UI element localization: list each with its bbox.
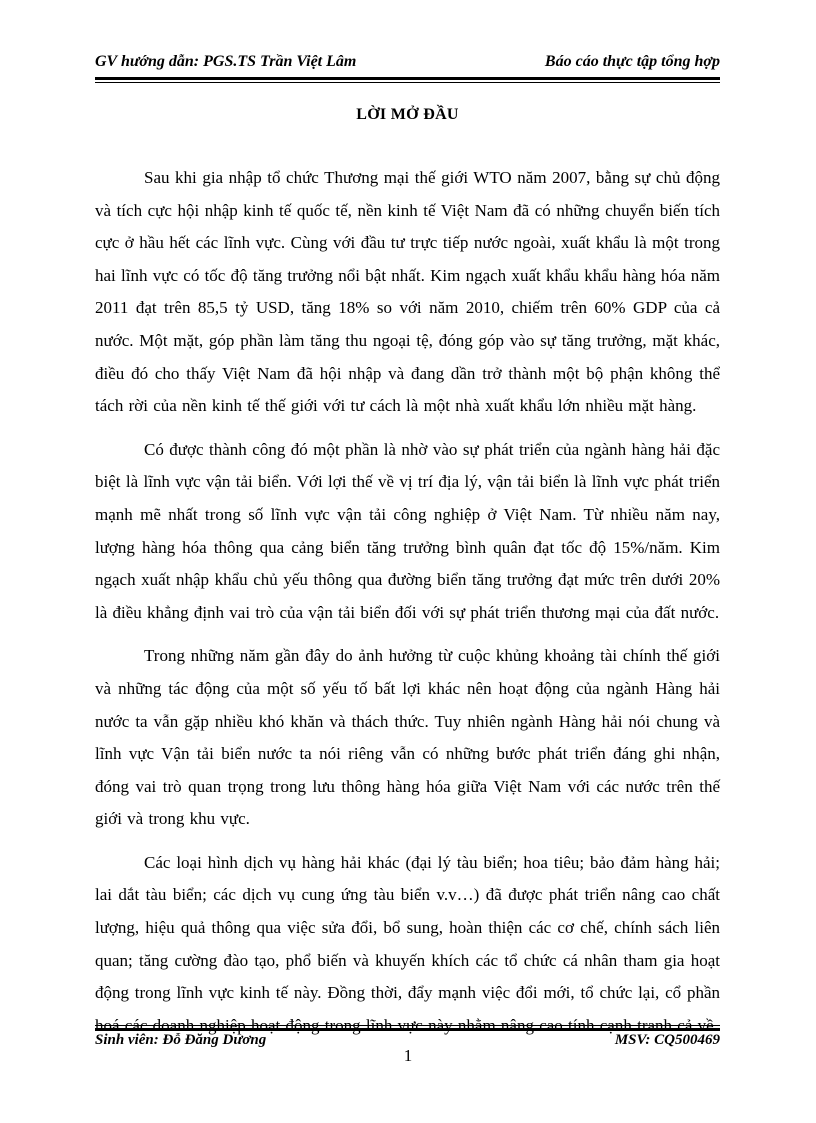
page-title: LỜI MỞ ĐẦU [356, 106, 459, 123]
footer-student-id: MSV: CQ500469 [614, 1032, 720, 1048]
paragraph: Có được thành công đó một phần là nhờ vào sự phát triển của ngành hàng hải đặc biệt là lĩnh vực vận tải biển. Với lợi thế về vị trí địa lý, vận tải biển là lĩnh vực phát triển mạnh mẽ nhất trong số lĩnh vực vận tải công nghiệp ở Việt Nam. Từ nhiều năm nay, lượng hàng hóa thông qua cảng biển tăng trưởng bình quân đạt tốc độ 15%/năm. Kim ngạch xuất nhập khẩu chủ yếu thông qua đường biển tăng trưởng đạt mức trên dưới 20% là điều khẳng định vai trò của vận tải biển đối với sự phát triển thương mại của đất nước. [95, 439, 720, 622]
header-rule-thin [95, 82, 720, 83]
footer-rule-thin [95, 1025, 720, 1026]
header-report-type: Báo cáo thực tập tổng hợp [544, 53, 720, 70]
paragraph: Các loại hình dịch vụ hàng hải khác (đại lý tàu biển; hoa tiêu; bảo đảm hàng hải; lai dắt tàu biển; các dịch vụ cung ứng tàu biển v.v…) đã được phát triển nâng cao chất lượng, hiệu quả thông qua việc sửa đổi, bổ sung, hoàn thiện các cơ chế, chính sách liên quan; tăng cường đào tạo, phổ biến và khuyến khích các tổ chức cá nhân tham gia hoạt động trong lĩnh vực kinh tế này. Đồng thời, đẩy mạnh việc đổi mới, tổ chức lại, cổ phần [95, 852, 720, 1003]
page-number: 1 [403, 1046, 413, 1065]
paragraph: Trong những năm gần đây do ảnh hưởng từ cuộc khủng khoảng tài chính thế giới và những tác động của một số yếu tố bất lợi khác nên hoạt động của ngành Hàng hải nước ta vẫn gặp nhiều khó khăn và thách thức. Tuy nhiên ngành Hàng hải nói chung và lĩnh vực Vận tải biển nước ta nói riêng vẫn có những bước phát triển đáng ghi nhận, đóng vai trò quan trọng trong lưu thông hàng hóa giữa Việt Nam với các nước trên thế giới và trong khu vực. [95, 646, 720, 829]
footer-rule-thick [95, 1028, 720, 1031]
page-header [95, 50, 720, 76]
footer-student: Sinh viên: Đỗ Đăng Dương [95, 1032, 267, 1048]
body-text [95, 162, 720, 1053]
paragraph: Sau khi gia nhập tổ chức Thương mại thế giới WTO năm 2007, bằng sự chủ động và tích cực hội nhập kinh tế quốc tế, nền kinh tế Việt Nam đã có những chuyển biến tích cực ở hầu hết các lĩnh vực. Cùng với đầu tư trực tiếp nước ngoài, xuất khẩu là một trong hai lĩnh vực có tốc độ tăng trưởng nổi bật nhất. Kim ngạch xuất khẩu khẩu hàng hóa năm 2011 đạt trên 85,5 tỷ USD, tăng 18% so với năm 2010, chiếm trên 60% GDP của cả nước. Một mặt, góp phần làm tăng thu ngoại tệ, đóng góp vào sự tăng trưởng, mặt khác, điều đó cho thấy Việt Nam đã hội nhập và đang dần trở thành một bộ phận không thể tách rời của nền kinh tế thế giới với tư cách là một nhà xuất khẩu lớn nhiều mặt hàng. [95, 168, 720, 416]
header-rule-thick [95, 77, 720, 80]
header-advisor: GV hướng dẫn: PGS.TS Trần Việt Lâm [95, 53, 357, 70]
